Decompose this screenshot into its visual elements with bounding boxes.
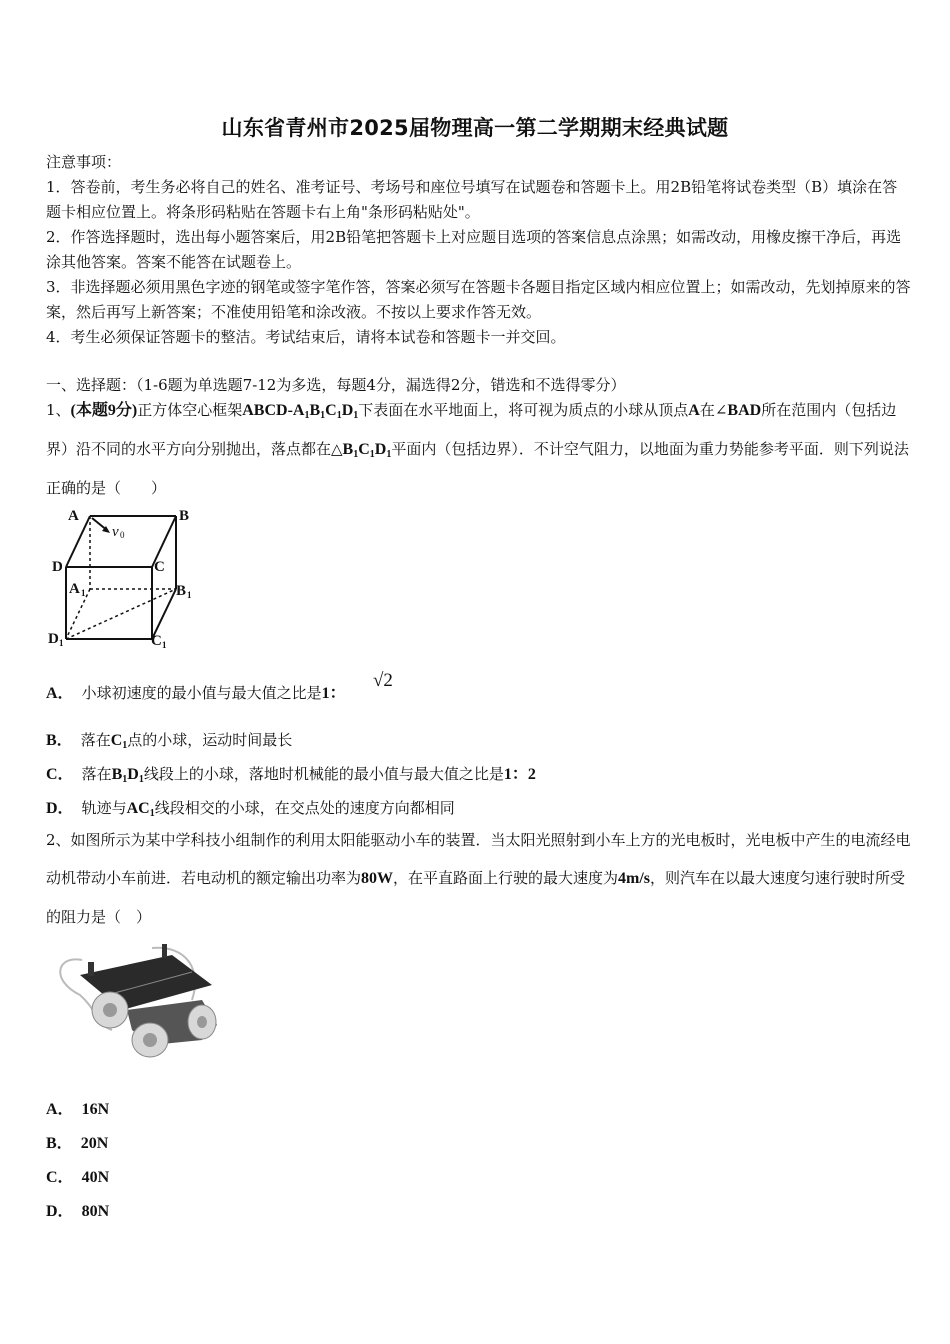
q1-option-a[interactable] xyxy=(46,680,346,703)
q1-text: 在∠ xyxy=(699,401,728,419)
option-text: 线段相交的小球，在交点处的速度方向都相同 xyxy=(154,799,455,817)
cube-frame-figure xyxy=(48,503,198,648)
subscript: 1 xyxy=(369,449,375,460)
option-letter: C． xyxy=(46,1169,74,1186)
svg-text:B: B xyxy=(179,508,190,524)
q2-option-c[interactable] xyxy=(46,1164,109,1187)
svg-text:C: C xyxy=(154,559,165,575)
option-value: 16N xyxy=(81,1101,110,1118)
page-title: 山东省青州市2025届物理高一第二学期期末经典试题 xyxy=(221,116,729,140)
option-value: 40N xyxy=(81,1169,110,1186)
svg-text:B: B xyxy=(176,583,187,599)
q1-text: 平面内（包括边界）．不计空气阻力，以地面为重力势能参考平面．则下列说法正确的是（ ） xyxy=(46,440,909,497)
svg-text:1: 1 xyxy=(59,638,64,648)
q1-angle: BAD xyxy=(727,402,762,419)
svg-text:0: 0 xyxy=(120,530,125,540)
question-2-stem xyxy=(46,821,912,936)
note-item-2: 2．作答选择题时，选出每小题答案后，用2B铅笔把答题卡上对应题目选项的答案信息点涂黑；如需改动，用橡皮擦干净后，再选涂其他答案。答案不能答在试题卷上。 xyxy=(46,228,902,271)
q1-text: 所在范围内（包括边界）沿不同的水平方向分别抛出，落点都在△ xyxy=(46,401,897,458)
q2-option-b[interactable] xyxy=(46,1130,108,1153)
question-1-stem: 1、(本题9分)正方体空心框架ABCD-$A_1B_1C_1D_1$下表面在水平地面上，将可视为质点的小球从顶点A在∠BAD所在范围内（包括边界）沿不同的水平方向分别抛出，落点都在$\triangle B_1C_1D_1$平面内（包括边界）．不计空气阻力，以地面为重力势能参考平面．则下列说法正确的是（ ） xyxy=(46,401,909,497)
q1-option-c[interactable] xyxy=(46,761,536,784)
subscript: 1 xyxy=(122,740,128,751)
svg-text:D: D xyxy=(48,631,59,647)
segment-label: AC xyxy=(126,800,150,817)
subscript: 1 xyxy=(320,410,326,421)
option-text: 小球初速度的最小值与最大值之比是 xyxy=(81,684,322,702)
option-letter: A． xyxy=(46,685,74,702)
q1-option-b[interactable] xyxy=(46,727,292,750)
option-text: 落在 xyxy=(80,731,111,749)
svg-text:1: 1 xyxy=(162,640,167,648)
option-letter: B． xyxy=(46,732,73,749)
option-text: 线段上的小球，落地时机械能的最小值与最大值之比是 xyxy=(143,765,504,783)
note-item-3: 3．非选择题必须用黑色字迹的钢笔或签字笔作答，答案必须写在答题卡各题目指定区域内相应位置上；如需改动，先划掉原来的答案，然后再写上新答案；不准使用铅笔和涂改液。不按以上要求作答无效。 xyxy=(46,278,911,321)
option-letter: A． xyxy=(46,1101,74,1118)
svg-text:A: A xyxy=(68,508,79,524)
subscript: 1 xyxy=(386,449,392,460)
option-value: 80N xyxy=(81,1203,110,1220)
exam-notes xyxy=(46,150,912,350)
q1-point: A xyxy=(688,402,700,419)
option-ratio: 1：2 xyxy=(503,766,536,783)
section-heading: 一、选择题：（1-6题为单选题7-12为多选，每题4分，漏选得2分，错选和不选得零分） xyxy=(46,376,626,394)
q2-text: 2、如图所示为某中学科技小组制作的利用太阳能驱动小车的装置．当太阳光照射到小车上方的光电板时，光电板中产生的电流经电动机带动小车前进．若电动机的额定输出功率为 xyxy=(46,831,911,887)
subscript: 1 xyxy=(353,410,359,421)
solar-car-figure xyxy=(52,940,222,1060)
segment-label: B xyxy=(111,766,123,783)
notes-heading: 注意事项： xyxy=(46,153,122,171)
subscript: 1 xyxy=(336,410,342,421)
q1-text: 下表面在水平地面上，将可视为质点的小球从顶点 xyxy=(358,401,689,419)
option-letter: D． xyxy=(46,1203,74,1220)
sqrt-2: √2 xyxy=(373,670,393,691)
q1-frame: ABCD-A xyxy=(242,402,305,419)
q2-power: 80W xyxy=(361,870,394,887)
subscript: 1 xyxy=(353,449,359,460)
option-text: 轨迹与 xyxy=(81,799,127,817)
q2-option-d[interactable] xyxy=(46,1198,109,1221)
q2-text: ，在平直路面上行驶的最大速度为 xyxy=(393,869,619,887)
subscript: 1 xyxy=(149,808,155,819)
option-letter: B． xyxy=(46,1135,73,1152)
option-letter: D． xyxy=(46,800,74,817)
option-letter: C． xyxy=(46,766,74,783)
note-item-1: 1．答卷前，考生务必将自己的姓名、准考证号、考场号和座位号填写在试题卷和答题卡上。用2B铅笔将试卷类型（B）填涂在答题卡相应位置上。将条形码粘贴在答题卡右上角"条形码粘贴处"。 xyxy=(46,178,898,221)
svg-text:C: C xyxy=(151,633,162,648)
option-text: 点的小球，运动时间最长 xyxy=(127,731,293,749)
option-value: 20N xyxy=(80,1135,109,1152)
q1-number: 1、 xyxy=(46,401,71,419)
segment-label: D xyxy=(127,766,139,783)
subscript: 1 xyxy=(138,774,144,785)
svg-text:1: 1 xyxy=(187,590,192,600)
q1-option-d[interactable] xyxy=(46,795,455,818)
q2-speed: 4m/s xyxy=(618,870,651,887)
q1-text: 正方体空心框架 xyxy=(137,401,243,419)
svg-text:A: A xyxy=(69,581,80,597)
subscript: 1 xyxy=(304,410,310,421)
option-ratio: 1： xyxy=(321,685,346,702)
q2-text: ，则汽车在以最大速度匀速行驶时所受的阻力是（ ） xyxy=(46,869,906,926)
option-text: 落在 xyxy=(81,765,112,783)
q2-option-a[interactable] xyxy=(46,1096,109,1119)
q1-score: (本题9分) xyxy=(70,402,138,419)
svg-text:D: D xyxy=(52,559,63,575)
point-label: C xyxy=(110,732,123,749)
svg-text:v: v xyxy=(112,524,119,540)
svg-text:1: 1 xyxy=(81,588,86,598)
subscript: 1 xyxy=(122,774,128,785)
note-item-4: 4．考生必须保证答题卡的整洁。考试结束后，请将本试卷和答题卡一并交回。 xyxy=(46,328,566,346)
